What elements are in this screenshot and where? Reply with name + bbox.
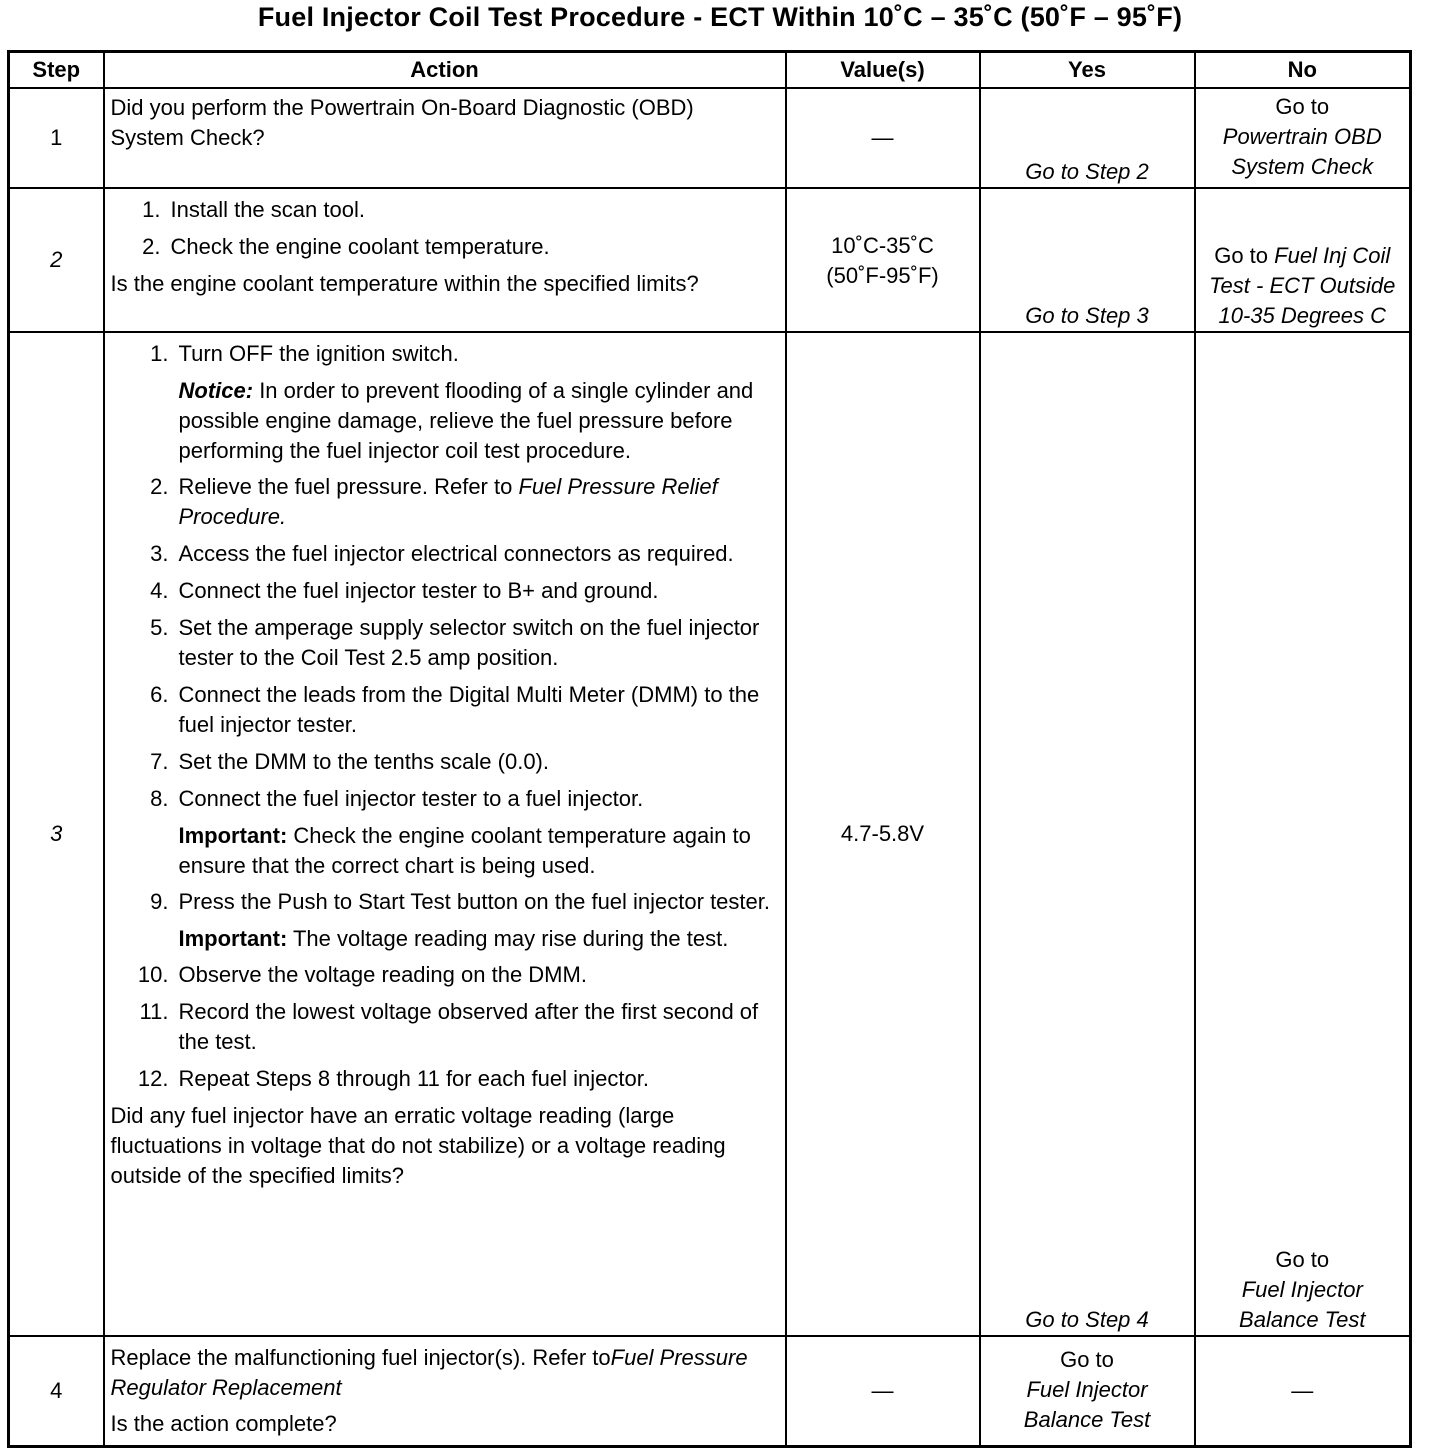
list-item: 8. Connect the fuel injector tester to a fuel injector. [150,786,644,811]
table-row-step-2 [9,188,1411,332]
table-row-step-3 [9,332,1411,1336]
procedure-table [7,50,1412,1448]
header-step: Step [9,52,104,89]
important-block: Important: Check the engine coolant temperature again to ensure that the correct chart is being used. [178,823,751,878]
header-values: Value(s) [786,52,980,89]
list-item: 2. Relieve the fuel pressure. Refer to Fuel Pressure Relief Procedure. [150,474,718,529]
header-no: No [1195,52,1411,89]
yes-cell[interactable] [980,1336,1195,1446]
relief-procedure-link[interactable]: Fuel Pressure Relief Procedure. [178,474,718,529]
action-cell [104,88,786,188]
no-prefix: Go to [1275,1247,1330,1272]
no-prefix: Go to [1214,243,1269,268]
value-cell: — [786,1336,980,1446]
regulator-replacement-link[interactable]: Fuel Pressure Regulator Replacement [110,1345,748,1400]
question-text: Is the engine coolant temperature within the specified limits? [110,271,699,296]
yes-prefix: Go to [1060,1347,1114,1372]
action-text: Replace the malfunctioning fuel injector(s). Refer toFuel Pressure Regulator Replacement [110,1345,748,1400]
list-item: 9. Press the Push to Start Test button on the fuel injector tester. [150,889,770,914]
no-cell[interactable] [1195,188,1411,332]
value-cell: 4.7-5.8V [786,332,980,1336]
step-number: 2 [9,188,104,332]
step-number: 3 [9,332,104,1336]
no-cell: — [1195,1336,1411,1446]
question-text: Is the action complete? [110,1411,337,1436]
list-item: 12. Repeat Steps 8 through 11 for each fuel injector. [137,1066,649,1091]
list-item: 2. Check the engine coolant temperature. [142,234,550,259]
header-row [9,52,1411,89]
table-row-step-1 [9,88,1411,188]
header-action: Action [104,52,786,89]
action-cell [104,188,786,332]
question-text: Did any fuel injector have an erratic voltage reading (large fluctuations in voltage that do not stabilize) or a voltage reading outside of the specified limits? [110,1103,726,1188]
no-prefix: Go to [1275,94,1330,119]
list-item: 10. Observe the voltage reading on the DMM. [137,962,587,987]
list-item: 1. Turn OFF the ignition switch. [150,341,459,366]
step-number: 1 [9,88,104,188]
action-cell [104,1336,786,1446]
document-title: Fuel Injector Coil Test Procedure - ECT Within 10˚C – 35˚C (50˚F – 95˚F) [257,2,1183,32]
value-cell [786,188,980,332]
yes-cell[interactable]: Go to Step 2 [980,88,1195,188]
value-cell: — [786,88,980,188]
important-block: Important: The voltage reading may rise during the test. [178,926,729,951]
no-link[interactable]: Powertrain OBD System Check [1222,124,1382,179]
notice-block: Notice: In order to prevent flooding of a single cylinder and possible engine damage, relieve the fuel pressure before performing the fuel injector coil test procedure. [178,378,754,463]
list-item: 5. Set the amperage supply selector switch on the fuel injector tester to the Coil Test 2.5 amp position. [150,615,760,670]
no-link[interactable]: Fuel Inj Coil Test - ECT Outside 10-35 Degrees C [1209,243,1396,328]
value-line-celsius: 10˚C-35˚C [831,233,934,258]
table-row-step-4 [9,1336,1411,1446]
yes-cell[interactable]: Go to Step 3 [980,188,1195,332]
yes-link[interactable]: Fuel Injector Balance Test [1023,1377,1151,1432]
list-item: 11. Record the lowest voltage observed after the first second of the test. [139,999,759,1054]
list-item: 7. Set the DMM to the tenths scale (0.0). [150,749,549,774]
no-cell[interactable] [1195,332,1411,1336]
yes-cell[interactable]: Go to Step 4 [980,332,1195,1336]
header-yes: Yes [980,52,1195,89]
no-cell[interactable] [1195,88,1411,188]
list-item: 3. Access the fuel injector electrical connectors as required. [150,541,734,566]
list-item: 1. Install the scan tool. [142,197,365,222]
step-number: 4 [9,1336,104,1446]
list-item: 4. Connect the fuel injector tester to B+ and ground. [150,578,659,603]
action-cell [104,332,786,1336]
question-text: Did you perform the Powertrain On-Board Diagnostic (OBD) System Check? [110,95,694,150]
no-link[interactable]: Fuel Injector Balance Test [1239,1277,1366,1332]
value-line-fahrenheit: (50˚F-95˚F) [826,263,939,288]
list-item: 6. Connect the leads from the Digital Multi Meter (DMM) to the fuel injector tester. [150,682,760,737]
